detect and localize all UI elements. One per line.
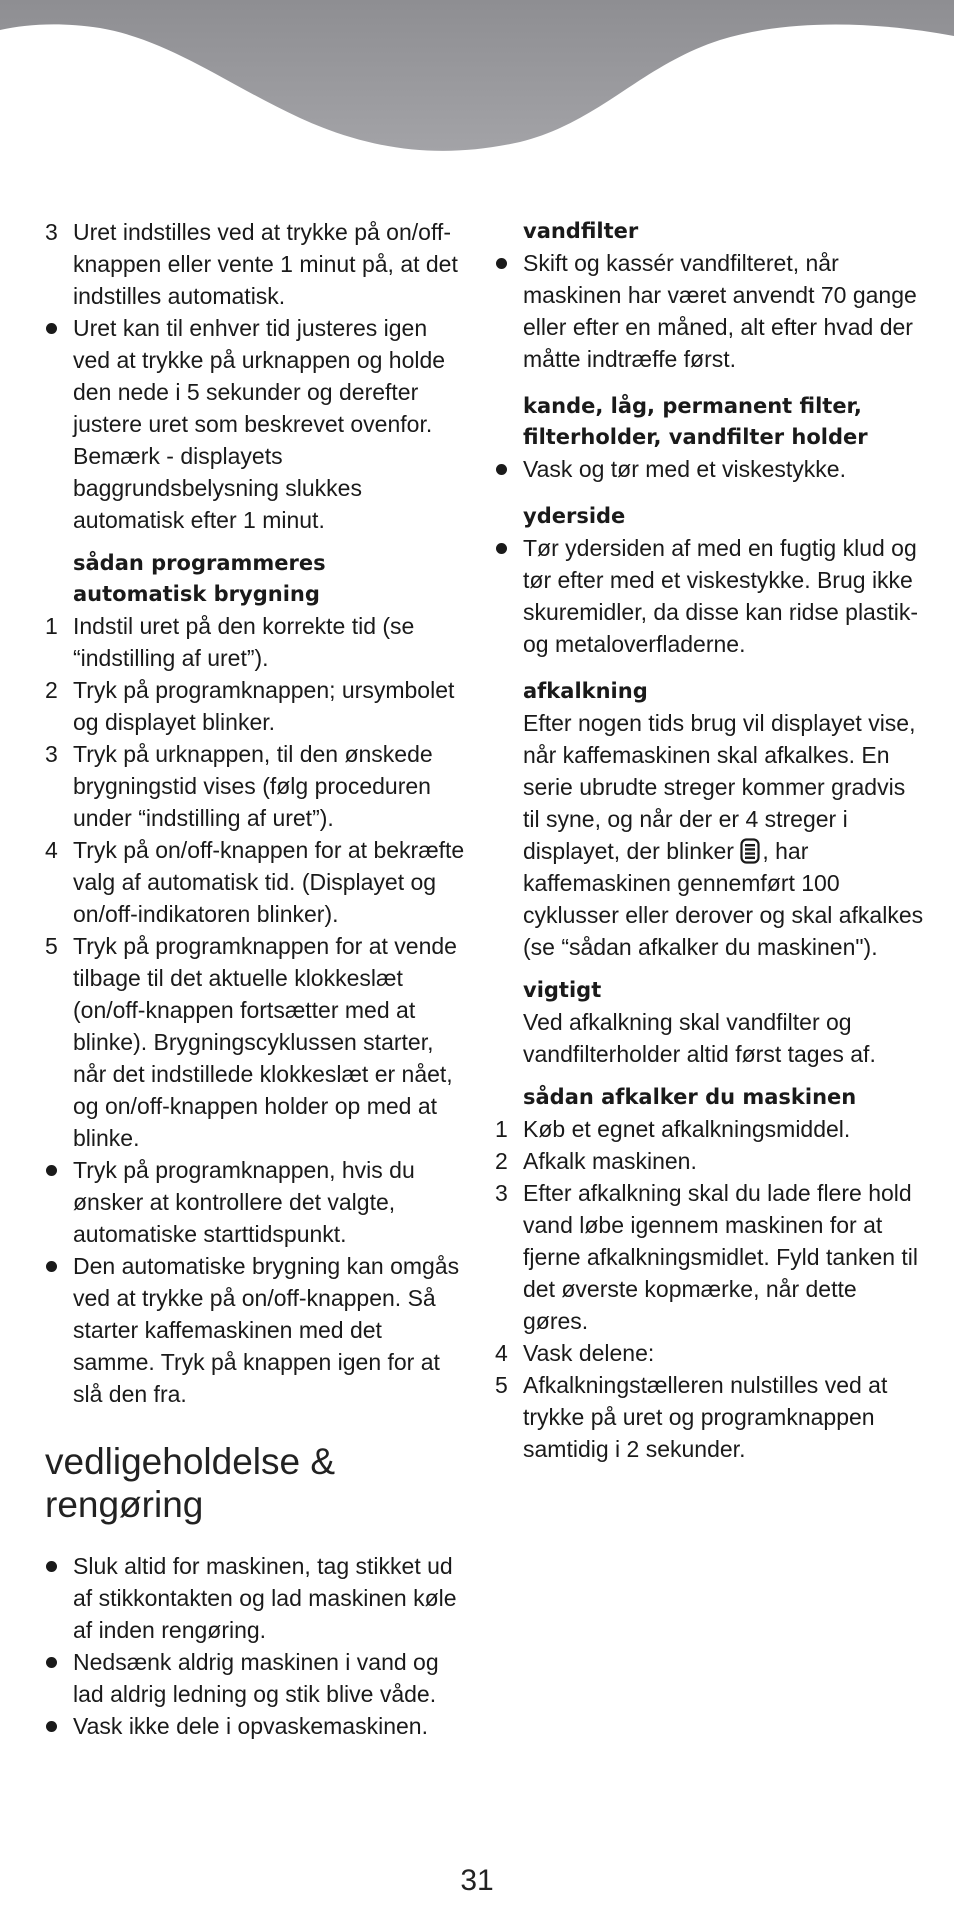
- section-heading: sådan afkalker du maskinen: [523, 1085, 857, 1109]
- list-item: 1 Køb et egnet afkalkningsmiddel.: [495, 1116, 851, 1142]
- list-item: 2 Afkalk maskinen.: [495, 1148, 697, 1174]
- bullet-icon: [46, 1261, 57, 1272]
- section-title: rengøring: [45, 1484, 204, 1525]
- list-item: Tryk på programknappen, hvis du ønsker at kontrollere det valgte, automatiske starttidspunkt.: [45, 1154, 465, 1250]
- section-heading: afkalkning: [523, 679, 648, 703]
- list-item: 3 Uret indstilles ved at trykke på on/off-knappen eller vente 1 minut på, at det indstilles automatisk.: [45, 219, 458, 309]
- section-title: vedligeholdelse &: [45, 1441, 336, 1482]
- bullet-icon: [46, 1561, 57, 1572]
- list-item: 2 Tryk på programknappen; ursymbolet og displayet blinker.: [45, 677, 455, 735]
- list-item: 5 Afkalkningstælleren nulstilles ved at trykke på uret og programknappen samtidig i 2 sekunder.: [495, 1372, 888, 1462]
- list-item: 4 Tryk på on/off-knappen for at bekræfte valg af automatisk tid. (Displayet og on/off-indikatoren blinker).: [45, 837, 465, 927]
- left-column: [45, 216, 465, 1742]
- bullet-icon: [496, 258, 507, 269]
- bullet-icon: [496, 543, 507, 554]
- right-column: [495, 216, 925, 1465]
- list-item: Vask ikke dele i opvaskemaskinen.: [45, 1710, 465, 1742]
- bullet-icon: [46, 1657, 57, 1668]
- bullet-icon: [496, 464, 507, 475]
- paragraph: Efter nogen tids brug vil displayet vise, når kaffemaskinen skal afkalkes. En serie ubrudte streger kommer gradvis til syne, og når der er 4 streger i displayet, der blinker , har kaffemaskinen gennemført 100 cyklusser eller derover og skal afkalkes (se “sådan afkalker du maskinen").: [523, 710, 924, 960]
- bullet-icon: [46, 323, 57, 334]
- list-item: Tør ydersiden af med en fugtig klud og tør efter med et viskestykke. Brug ikke skuremidler, da disse kan ridse plastik- og metaloverfladerne.: [495, 532, 925, 660]
- list-item: Den automatiske brygning kan omgås ved at trykke på on/off-knappen. Så starter kaffemaskinen med det samme. Tryk på knappen igen for at slå den fra.: [45, 1250, 465, 1410]
- bullet-icon: [46, 1165, 57, 1176]
- section-heading: sådan programmeres: [73, 551, 326, 575]
- list-item: Uret kan til enhver tid justeres igen ved at trykke på urknappen og holde den nede i 5 sekunder og derefter justere uret som beskrevet ovenfor. Bemærk - displayets baggrundsbelysning slukkes automatisk efter 1 minut.: [45, 312, 465, 536]
- list-item: Nedsænk aldrig maskinen i vand og lad aldrig ledning og stik blive våde.: [45, 1646, 465, 1710]
- list-item: 1 Indstil uret på den korrekte tid (se “indstilling af uret”).: [45, 613, 415, 671]
- section-heading: yderside: [523, 504, 626, 528]
- list-item: Vask og tør med et viskestykke.: [495, 453, 925, 485]
- list-item: 5 Tryk på programknappen for at vende tilbage til det aktuelle klokkeslæt (on/off-knappen fortsætter med at blinke). Brygningscyklussen starter, når det indstillede klokkeslæt er nået, og on/off-knappen holder op med at blinke.: [45, 933, 457, 1151]
- list-item: 3 Tryk på urknappen, til den ønskede brygningstid vises (følg proceduren under “indstilling af uret”).: [45, 741, 433, 831]
- descale-indicator-icon: [740, 838, 760, 864]
- section-heading: vandfilter: [523, 219, 639, 243]
- paragraph: Ved afkalkning skal vandfilter og vandfilterholder altid først tages af.: [523, 1009, 876, 1067]
- section-heading: automatisk brygning: [73, 582, 320, 606]
- list-item: 3 Efter afkalkning skal du lade flere hold vand løbe igennem maskinen for at fjerne afkalkningsmidlet. Fyld tanken til det øverste kopmærke, når dette gøres.: [495, 1180, 919, 1334]
- page-number: 31: [460, 1864, 494, 1897]
- section-heading: vigtigt: [523, 978, 602, 1002]
- list-item: 4 Vask delene:: [495, 1340, 655, 1366]
- section-heading: kande, låg, permanent filter,: [523, 394, 862, 418]
- header-wave-decoration: [0, 0, 954, 160]
- list-item: Skift og kassér vandfilteret, når maskinen har været anvendt 70 gange eller efter en måned, alt efter hvad der måtte indtræffe først.: [495, 247, 925, 375]
- list-item: Sluk altid for maskinen, tag stikket ud af stikkontakten og lad maskinen køle af inden rengøring.: [45, 1550, 465, 1646]
- bullet-icon: [46, 1721, 57, 1732]
- section-heading: filterholder, vandfilter holder: [523, 425, 868, 449]
